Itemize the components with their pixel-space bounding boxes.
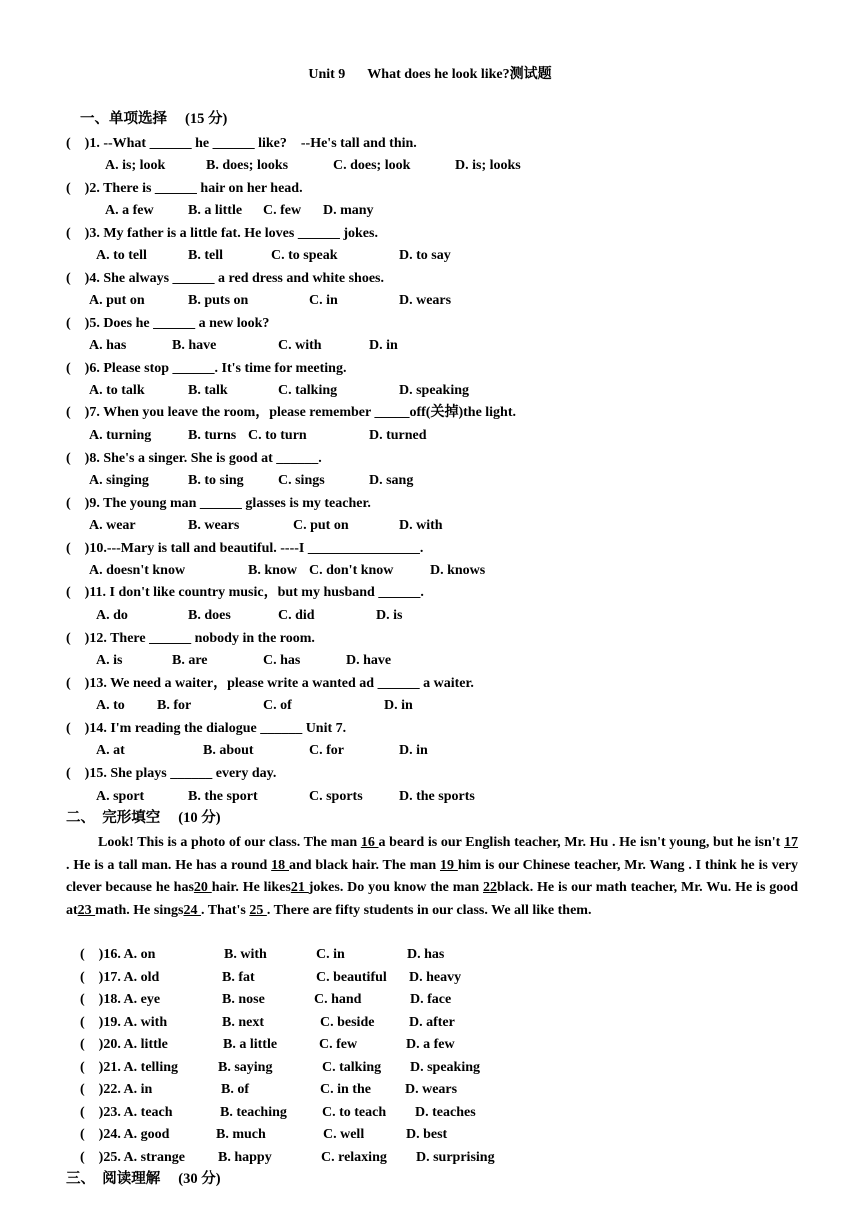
blank-19: 19	[439, 857, 458, 873]
option-text: C. don't know	[309, 563, 394, 578]
option-text: B. about	[203, 743, 254, 758]
cloze-17	[80, 969, 462, 987]
cloze-23	[80, 1104, 476, 1122]
option-text: B. have	[172, 338, 217, 353]
option-text: B. a little	[223, 1037, 278, 1052]
option-text: B. for	[157, 698, 192, 713]
cloze-22	[80, 1081, 458, 1099]
cloze-21	[80, 1059, 481, 1077]
option-text: D. teaches	[415, 1105, 476, 1120]
option-text: B. puts on	[188, 293, 249, 308]
option-text: D. speaking	[410, 1060, 481, 1075]
option-text: B. know	[248, 563, 298, 578]
option-text: B. happy	[218, 1150, 272, 1165]
option-text: B. with	[224, 947, 267, 962]
option-text: B. does	[188, 608, 231, 623]
option-text: D. in	[369, 338, 398, 353]
option-text: D. heavy	[409, 970, 462, 985]
option-text: C. does; look	[333, 158, 411, 173]
option-text: B. of	[221, 1082, 249, 1097]
option-text: B. tell	[188, 248, 223, 263]
text-segment: ( )22. A. in	[80, 1082, 153, 1097]
option-text: D. is	[376, 608, 403, 623]
title-unit: Unit 9	[308, 67, 346, 82]
option-text: A. is; look	[105, 158, 166, 173]
cloze-16	[80, 946, 445, 964]
text-segment: ( )21. A. telling	[80, 1060, 178, 1075]
option-text: B. nose	[222, 992, 265, 1007]
cloze-19	[80, 1014, 455, 1032]
option-text: D. with	[399, 518, 443, 533]
option-text: D. after	[409, 1015, 455, 1030]
option-text: B. turns	[188, 428, 237, 443]
option-text: C. few	[263, 203, 302, 218]
option-text: D. speaking	[399, 383, 470, 398]
question-10: ( )10.---Mary is tall and beautiful. ----I ________________.	[66, 541, 424, 556]
option-text: C. with	[278, 338, 322, 353]
text-segment: 一、单项选择	[80, 111, 167, 127]
text-segment: ( )17. A. old	[80, 970, 160, 985]
text-segment: ( )24. A. good	[80, 1127, 170, 1142]
question-5: ( )5. Does he ______ a new look?	[66, 316, 270, 331]
option-text: B. wears	[188, 518, 240, 533]
text-segment: 三、 阅读理解	[66, 1171, 161, 1187]
question-2: ( )2. There is ______ hair on her head.	[66, 181, 303, 196]
option-text: D. in	[399, 743, 428, 758]
option-text: B. fat	[222, 970, 255, 985]
option-text: D. the sports	[399, 789, 475, 804]
option-text: C. beside	[320, 1015, 375, 1030]
option-text: C. hand	[314, 992, 362, 1007]
option-text: C. sings	[278, 473, 325, 488]
option-text: C. for	[309, 743, 344, 758]
option-text: C. in the	[320, 1082, 371, 1097]
option-text: D. in	[384, 698, 413, 713]
question-7: ( )7. When you leave the room，please remember _____off(关掉)the light.	[66, 405, 517, 420]
option-text: B. a little	[188, 203, 243, 218]
blank-22: 22	[483, 880, 498, 896]
text-segment: ( )20. A. little	[80, 1037, 168, 1052]
blank-21: 21	[290, 880, 309, 896]
option-text: C. relaxing	[321, 1150, 387, 1165]
option-text: C. put on	[293, 518, 349, 533]
text-segment: ( )16. A. on	[80, 947, 156, 962]
question-14: ( )14. I'm reading the dialogue ______ Unit 7.	[66, 721, 347, 736]
section-1-heading	[80, 110, 227, 128]
option-text: D. many	[323, 203, 374, 218]
option-text: B. teaching	[220, 1105, 287, 1120]
blank-24: 24	[183, 902, 201, 918]
option-text: C. of	[263, 698, 292, 713]
question-8: ( )8. She's a singer. She is good at ______.	[66, 451, 322, 466]
option-text: D. best	[406, 1127, 448, 1142]
option-text: C. few	[319, 1037, 358, 1052]
text-segment: ( )19. A. with	[80, 1015, 168, 1030]
question-12: ( )12. There ______ nobody in the room.	[66, 631, 315, 646]
option-text: C. in	[309, 293, 338, 308]
text-segment: 二、 完形填空	[66, 810, 161, 826]
option-text: D. have	[346, 653, 392, 668]
text-segment: hair. He likes	[211, 880, 291, 896]
option-text: A. singing	[89, 473, 149, 488]
option-text: D. sang	[369, 473, 414, 488]
question-13: ( )13. We need a waiter，please write a wanted ad ______ a waiter.	[66, 676, 474, 691]
text-segment: ( )25. A. strange	[80, 1150, 185, 1165]
option-text: D. to say	[399, 248, 451, 263]
cloze-24	[80, 1126, 448, 1144]
option-text: C. sports	[309, 789, 363, 804]
option-text: D. is; looks	[455, 158, 521, 173]
option-text: A. do	[96, 608, 128, 623]
option-text: C. well	[323, 1127, 365, 1142]
text-segment: math. He sings	[95, 902, 184, 918]
text-segment: (30 分)	[178, 1171, 221, 1187]
cloze-20	[80, 1036, 455, 1054]
option-text: C. to speak	[271, 248, 338, 263]
section-2-heading	[66, 809, 221, 827]
option-text: B. does; looks	[206, 158, 289, 173]
text-segment: him is our Chinese teacher, Mr. Wang . I think he is very clever because he has	[66, 857, 799, 896]
option-text: B. next	[222, 1015, 264, 1030]
option-text: D. wears	[399, 293, 452, 308]
blank-23: 23	[77, 902, 96, 918]
option-text: A. to talk	[89, 383, 145, 398]
text-segment: and black hair. The man	[289, 857, 440, 873]
question-15: ( )15. She plays ______ every day.	[66, 766, 277, 781]
option-text: C. talking	[322, 1060, 382, 1075]
cloze-passage	[66, 832, 798, 922]
option-text: C. did	[278, 608, 315, 623]
question-9: ( )9. The young man ______ glasses is my teacher.	[66, 496, 371, 511]
page-title	[0, 66, 860, 84]
text-segment: (15 分)	[185, 111, 228, 127]
option-text: D. has	[407, 947, 445, 962]
option-text: A. wear	[89, 518, 136, 533]
option-text: B. to sing	[188, 473, 244, 488]
text-segment: ( )18. A. eye	[80, 992, 161, 1007]
question-11: ( )11. I don't like country music，but my husband ______.	[66, 585, 424, 600]
blank-25: 25	[249, 902, 267, 918]
option-text: C. talking	[278, 383, 338, 398]
blank-16: 16	[360, 835, 379, 850]
option-text: D. a few	[406, 1037, 455, 1052]
option-text: B. are	[172, 653, 208, 668]
question-1: ( )1. --What ______ he ______ like? --He's tall and thin.	[66, 136, 417, 151]
option-text: D. face	[410, 992, 452, 1007]
blank-18: 18	[271, 857, 289, 873]
cloze-25	[80, 1149, 495, 1167]
option-text: B. talk	[188, 383, 228, 398]
title-text: What does he look like?测试题	[367, 67, 552, 82]
text-segment: Look! This is a photo of our class. The man	[98, 835, 361, 850]
text-segment: black. He is our math teacher, Mr. Wu. He is good at	[66, 880, 799, 918]
option-text: C. to turn	[248, 428, 307, 443]
option-text: A. put on	[89, 293, 145, 308]
question-3: ( )3. My father is a little fat. He loves ______ jokes.	[66, 226, 378, 241]
option-text: A. at	[96, 743, 125, 758]
question-4: ( )4. She always ______ a red dress and white shoes.	[66, 271, 385, 286]
option-text: B. the sport	[188, 789, 258, 804]
option-text: D. knows	[430, 563, 486, 578]
text-segment: . There are fifty students in our class. We all like them.	[266, 902, 592, 918]
text-segment: . That's	[200, 902, 250, 918]
option-text: C. in	[316, 947, 345, 962]
option-text: A. doesn't know	[89, 563, 186, 578]
section-3-heading	[66, 1170, 221, 1188]
option-text: C. beautiful	[316, 970, 387, 985]
option-text: A. turning	[89, 428, 152, 443]
option-text: A. to tell	[96, 248, 147, 263]
option-text: C. to teach	[322, 1105, 387, 1120]
option-text: D. turned	[369, 428, 427, 443]
blank-17: 17	[784, 835, 799, 850]
option-text: D. wears	[405, 1082, 458, 1097]
option-text: A. sport	[96, 789, 145, 804]
option-text: A. is	[96, 653, 123, 668]
option-text: C. has	[263, 653, 301, 668]
option-text: D. surprising	[416, 1150, 495, 1165]
option-text: A. a few	[105, 203, 154, 218]
option-text: A. has	[89, 338, 127, 353]
option-text: B. much	[216, 1127, 266, 1142]
text-segment: a beard is our English teacher, Mr. Hu . He isn't young, but he isn't	[378, 835, 785, 850]
question-6: ( )6. Please stop ______. It's time for meeting.	[66, 361, 347, 376]
text-segment: jokes. Do you know the man	[308, 880, 484, 896]
blank-20: 20	[193, 880, 212, 896]
text-segment: (10 分)	[178, 810, 221, 826]
option-text: A. to	[96, 698, 125, 713]
cloze-18	[80, 991, 452, 1009]
text-segment: . He is a tall man. He has a round	[66, 857, 272, 873]
text-segment: ( )23. A. teach	[80, 1105, 173, 1120]
option-text: B. saying	[218, 1060, 273, 1075]
